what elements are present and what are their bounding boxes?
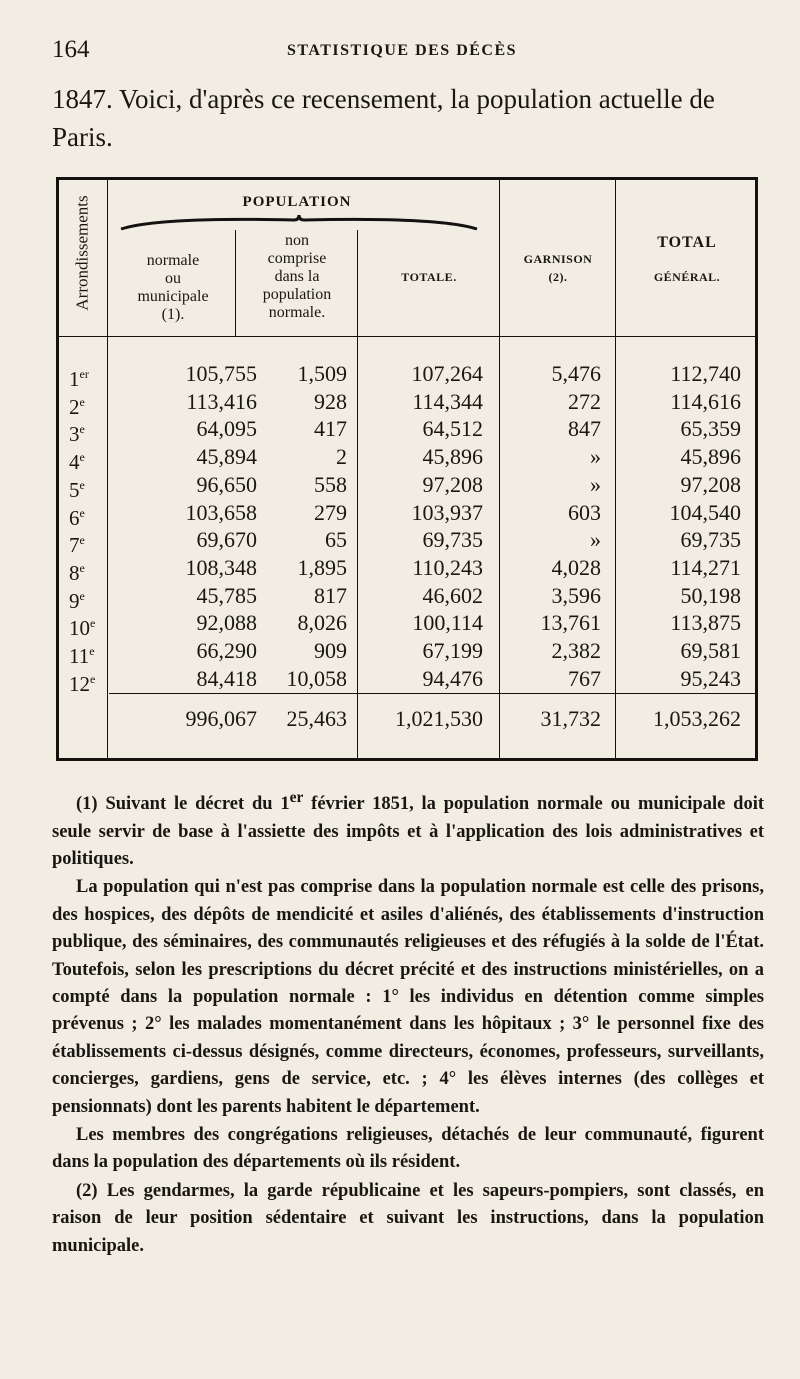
cell-total-general: 104,540: [669, 499, 741, 525]
cell-garnison: 603: [568, 499, 601, 525]
cell-total-general: 50,198: [680, 582, 741, 608]
cell-total-general: 114,616: [670, 388, 741, 414]
total-normale: 996,067: [185, 706, 257, 731]
table-row: [59, 637, 755, 668]
cell-total-general: 114,271: [670, 554, 741, 580]
header-total-general: TOTAL GÉNÉRAL.: [653, 234, 721, 284]
total-non-comprise: 25,463: [286, 706, 347, 731]
table-row: [59, 388, 755, 419]
cell-normale: 103,658: [185, 499, 257, 525]
arrondissement-number: 2e: [69, 394, 85, 419]
intro-paragraph: 1847. Voici, d'après ce recensement, la population actuelle de Paris.: [52, 84, 715, 152]
total-totale: 1,021,530: [395, 706, 483, 731]
cell-garnison: 272: [568, 388, 601, 414]
arrondissement-number: 4e: [69, 450, 85, 475]
total-garnison: 31,732: [540, 706, 601, 731]
arrondissement-number: 9e: [69, 588, 85, 613]
cell-totale: 110,243: [412, 554, 483, 580]
cell-normale: 69,670: [196, 527, 257, 553]
cell-garnison: 2,382: [551, 638, 601, 663]
arrondissement-number: 7e: [69, 533, 85, 558]
cell-totale: 103,937: [411, 499, 483, 525]
cell-normale: 105,755: [185, 361, 257, 386]
arrondissement-number: 5e: [69, 477, 85, 502]
table-row: [59, 471, 755, 502]
table-row: [59, 526, 755, 558]
cell-total-general: 69,735: [680, 527, 741, 553]
cell-totale: 69,735: [422, 527, 483, 553]
arrondissement-number: 1er: [69, 367, 89, 391]
cell-non-comprise: 817: [314, 582, 347, 608]
cell-non-comprise: 2: [336, 444, 347, 470]
footnote-1: (1) Suivant le décret du 1er février 1851, la population normale ou municipale doit seule servir de base à l'assiette des impôts et à l'application des lois administratives et politiques.: [52, 789, 765, 869]
cell-normale: 66,290: [196, 638, 257, 663]
cell-normale: 64,095: [196, 416, 257, 442]
arrondissement-number: 8e: [69, 560, 85, 585]
header-normale: normale ou municipale (1).: [137, 252, 209, 323]
cell-garnison: 4,028: [551, 554, 601, 580]
cell-total-general: 112,740: [670, 361, 741, 386]
table-row: [59, 609, 755, 641]
cell-non-comprise: 1,509: [297, 361, 347, 386]
cell-totale: 114,344: [412, 388, 483, 414]
cell-garnison: 847: [568, 416, 601, 442]
cell-normale: 96,650: [196, 471, 257, 497]
running-title: STATISTIQUE DES DÉCÈS: [286, 42, 518, 59]
cell-non-comprise: 8,026: [297, 610, 347, 636]
footnotes: [52, 784, 764, 1260]
cell-total-general: 97,208: [680, 471, 741, 497]
cell-garnison: »: [590, 527, 601, 553]
cell-totale: 67,199: [422, 638, 483, 663]
arrondissement-number: 6e: [69, 505, 85, 530]
cell-totale: 100,114: [412, 610, 483, 636]
header-non-comprise: non comprise dans la population normale.: [262, 232, 332, 321]
cell-non-comprise: 909: [314, 638, 347, 663]
cell-non-comprise: 558: [314, 471, 347, 497]
column-rule: [235, 230, 236, 336]
cell-total-general: 69,581: [680, 638, 741, 663]
header-garnison: GARNISON (2).: [523, 252, 593, 284]
table-row: [59, 582, 755, 613]
cell-normale: 113,416: [186, 388, 257, 414]
cell-total-general: 45,896: [680, 444, 741, 470]
totals-row: [59, 705, 755, 733]
cell-garnison: »: [590, 471, 601, 497]
population-table: [56, 177, 758, 761]
cell-normale: 45,894: [196, 444, 257, 470]
page-header: [52, 36, 752, 66]
arrondissement-number: 11e: [69, 644, 95, 668]
cell-normale: 45,785: [196, 582, 257, 608]
table-row: [59, 360, 755, 391]
arrondissement-number: 10e: [69, 616, 96, 641]
cell-non-comprise: 417: [314, 416, 347, 442]
page-number: 164: [52, 36, 90, 63]
table-row: [59, 665, 755, 696]
cell-normale: 108,348: [185, 554, 257, 580]
cell-normale: 84,418: [196, 665, 257, 691]
header-totale: TOTALE.: [401, 270, 457, 284]
brace-decoration: [119, 213, 479, 231]
table-row: [59, 554, 755, 585]
header-arrondissements: Arrondissements: [73, 195, 92, 311]
cell-totale: 97,208: [422, 471, 483, 497]
cell-non-comprise: 928: [314, 388, 347, 414]
cell-totale: 64,512: [422, 416, 483, 442]
totals-rule: [109, 693, 755, 694]
arrondissement-number: 12e: [69, 671, 96, 696]
arrondissement-number: 3e: [69, 422, 85, 447]
cell-garnison: »: [590, 444, 601, 470]
cell-totale: 94,476: [422, 665, 483, 691]
table-row: [59, 499, 755, 530]
table-row: [59, 443, 755, 475]
cell-total-general: 65,359: [680, 416, 741, 442]
cell-totale: 107,264: [411, 361, 483, 386]
cell-total-general: 95,243: [680, 665, 741, 691]
total-general: 1,053,262: [653, 706, 741, 731]
cell-normale: 92,088: [196, 610, 257, 636]
footnote-paragraph-3: Les membres des congrégations religieuses, détachés de leur communauté, figurent dans la population des départements où ils résident.: [52, 1125, 764, 1173]
cell-totale: 46,602: [422, 582, 483, 608]
header-population: POPULATION: [242, 194, 352, 210]
footnote-2: (2) Les gendarmes, la garde républicaine et les sapeurs-pompiers, sont classés, en raison de leur position sédentaire et suivant les instructions, dans la population municipale.: [52, 1180, 764, 1256]
cell-total-general: 113,875: [670, 610, 741, 636]
cell-non-comprise: 1,895: [297, 554, 347, 580]
cell-garnison: 767: [568, 665, 601, 691]
cell-non-comprise: 65: [325, 527, 347, 553]
cell-garnison: 3,596: [551, 582, 601, 608]
cell-non-comprise: 10,058: [286, 665, 347, 691]
table-row: [59, 415, 755, 447]
footnote-paragraph-2: La population qui n'est pas comprise dans la population normale est celle des prisons, des hospices, des dépôts de mendicité et asiles d'aliénés, des établissements d'instruction publique, des séminaires, des communautés religieuses et des réfugiés à la solde de l'État. Toutefois, selon les prescriptions du décret précité et des instructions ministérielles, on a compté dans la population normale : 1° les individus en détention comme simples prévenus ; 2° les malades momentanément dans les hôpitaux ; 3° le personnel fixe des établissements ci-dessus désignés, comme directeurs, économes, professeurs, surveillants, concierges, gardiens, gens de service, etc. ; 4° les élèves internes (des collèges et pensionnats) dont les parents habitent le département.: [52, 877, 764, 1117]
header-rule: [59, 336, 755, 337]
cell-garnison: 5,476: [551, 361, 601, 386]
cell-garnison: 13,761: [540, 610, 601, 636]
cell-non-comprise: 279: [314, 499, 347, 525]
cell-totale: 45,896: [422, 444, 483, 470]
